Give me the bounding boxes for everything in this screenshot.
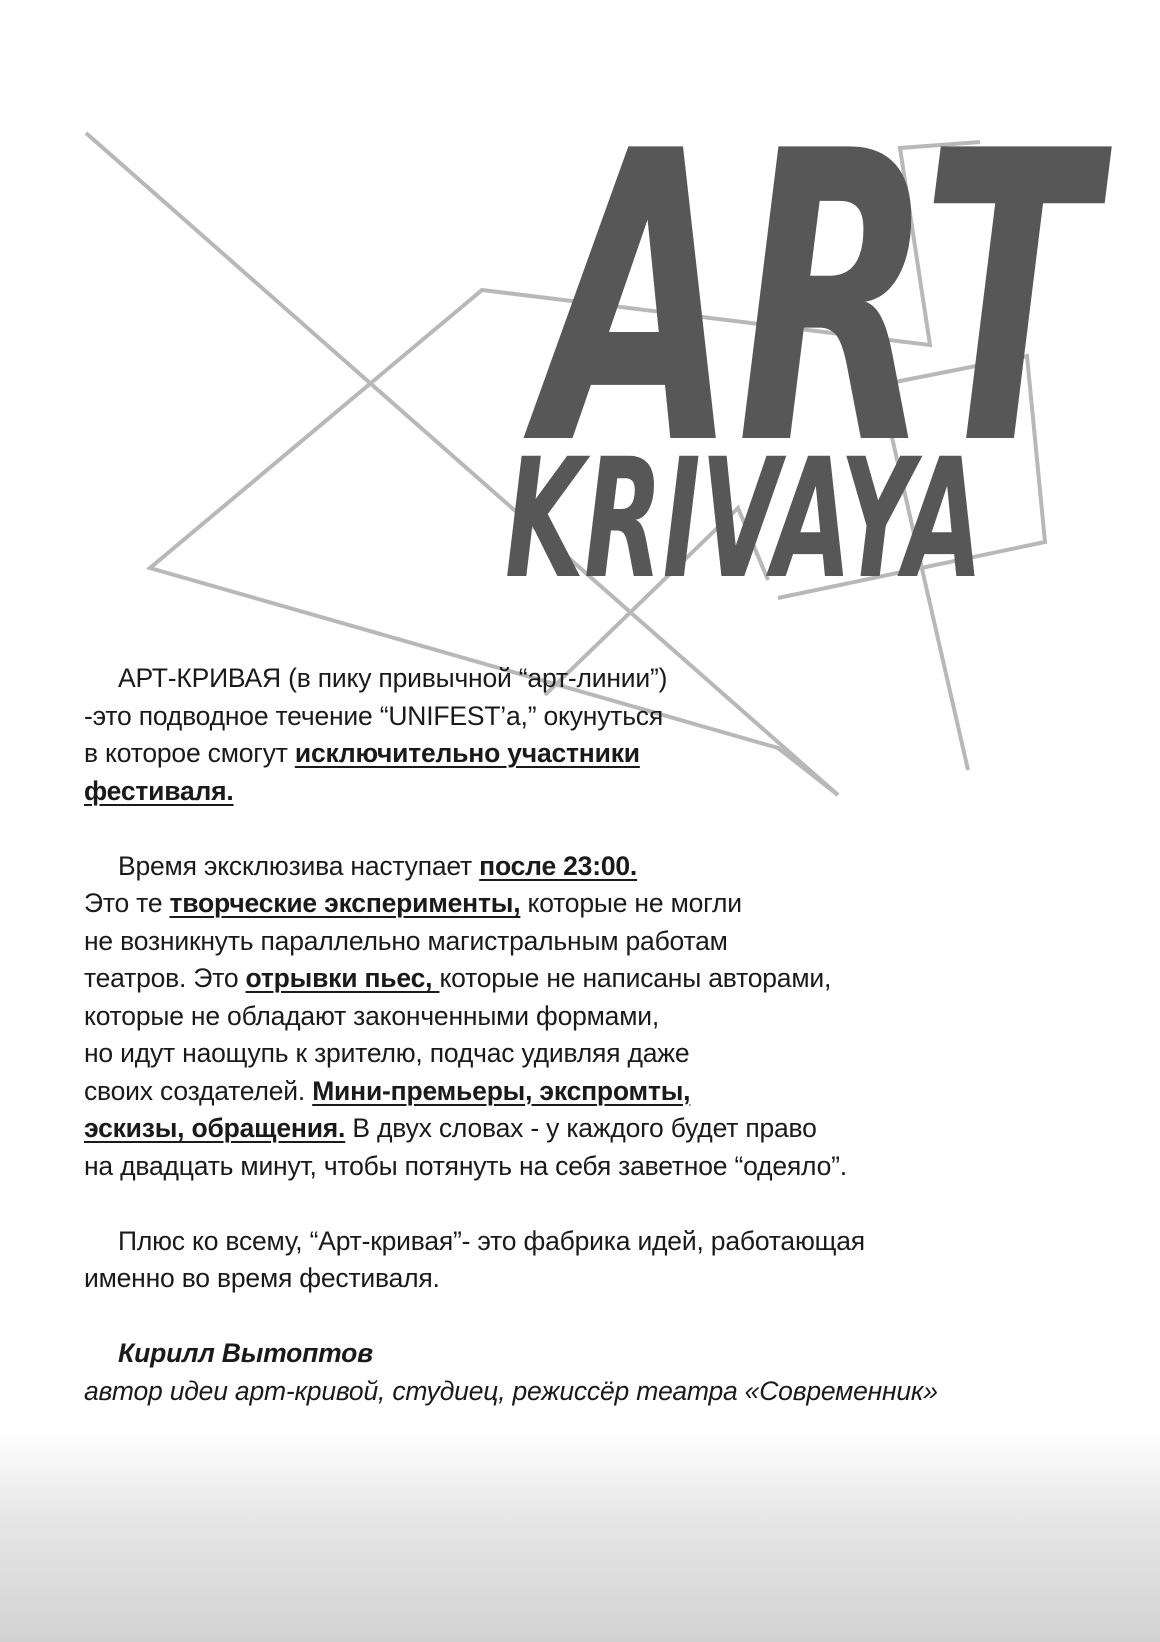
text-line [84, 1260, 1084, 1298]
author-name: Кирилл Вытоптов [118, 1338, 373, 1368]
text-span: не возникнуть параллельно магистральным работам [84, 925, 728, 956]
signature [84, 1335, 1084, 1410]
text-line [84, 735, 1084, 773]
text-line [84, 698, 1084, 736]
author-role: автор идеи арт-кривой, студиец, режиссёр театра «Современник» [84, 1375, 938, 1406]
text-line [84, 998, 1084, 1036]
logo-art: ART [520, 68, 1113, 533]
text-line [84, 773, 1084, 811]
emphasis-text: эскизы, обращения. [84, 1113, 346, 1143]
article-text [84, 660, 1084, 1410]
emphasis-text: исключительно участники [294, 738, 640, 768]
text-line [84, 1110, 1084, 1148]
text-span: которые не могли [520, 888, 742, 918]
text-span: Это те [84, 888, 170, 918]
text-line [84, 960, 1084, 998]
text-span: именно во время фестиваля. [84, 1263, 440, 1293]
text-span: АРТ-КРИВАЯ (в пику привычной “арт-линии”) [118, 663, 668, 693]
text-span: которые не обладают законченными формами, [84, 1000, 659, 1031]
logo-krivaya: KRIVAYA [505, 423, 983, 615]
paragraph-1 [84, 660, 1084, 810]
text-line [84, 923, 1084, 961]
art-krivaya-logo [0, 0, 1160, 640]
text-span: В двух словах - у каждого будет право [345, 1113, 817, 1143]
text-span: на двадцать минут, чтобы потянуть на себя заветное “одеяло”. [84, 1150, 847, 1181]
text-span: которые не написаны авторами, [439, 963, 832, 993]
paragraph-2 [84, 848, 1084, 1186]
text-line [84, 1148, 1084, 1186]
text-span: в которое смогут [84, 738, 295, 768]
text-line [84, 885, 1084, 923]
text-span: -это подводное течение “UNIFEST’а,” окунуться [84, 700, 663, 731]
emphasis-text: творческие эксперименты, [169, 888, 521, 918]
text-span: но идут наощупь к зрителю, подчас удивляя даже [84, 1038, 690, 1068]
text-line [84, 1223, 1084, 1261]
emphasis-text: после 23:00. [479, 850, 638, 881]
emphasis-text: Мини-премьеры, экспромты, [312, 1075, 691, 1106]
text-line [84, 660, 1084, 698]
text-span: Время эксклюзива наступает [118, 850, 480, 881]
text-line [84, 1035, 1084, 1073]
paragraph-3 [84, 1223, 1084, 1298]
text-span: Плюс ко всему, “Арт-кривая”- это фабрика идей, работающая [118, 1225, 865, 1256]
text-line [84, 848, 1084, 886]
emphasis-text: отрывки пьес, [245, 963, 440, 993]
text-span: театров. Это [84, 963, 246, 993]
emphasis-text: фестиваля. [84, 775, 234, 806]
text-span: своих создателей. [84, 1075, 313, 1106]
text-line [84, 1073, 1084, 1111]
